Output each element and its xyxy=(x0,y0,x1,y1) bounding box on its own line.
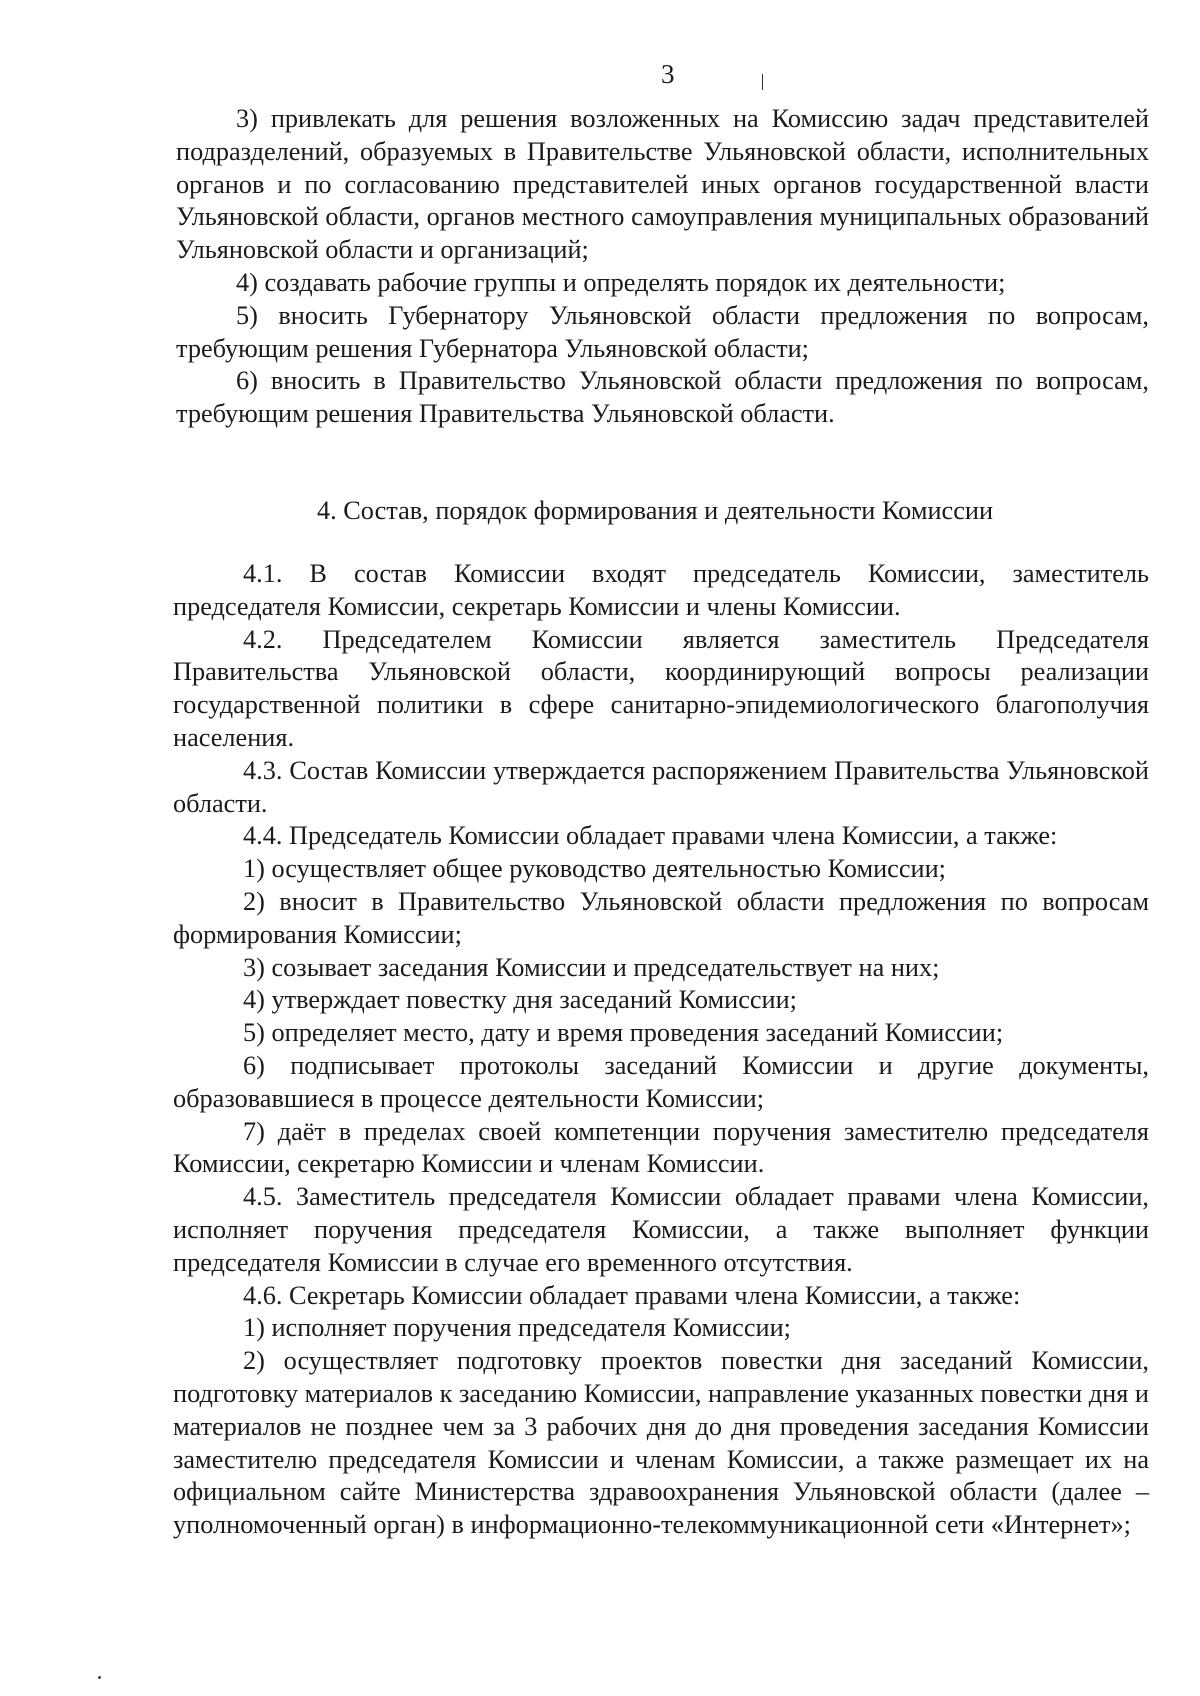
paragraph: 2) осуществляет подготовку проектов повестки дня заседаний Комиссии, подготовку материалов к заседанию Комиссии, направление указанных повестки дня и материалов не позднее чем за 3 рабочих дня до дня проведения заседания Комиссии заместителю председателя Комиссии и членам Комиссии, а также размещает их на официальном сайте Министерства здравоохранения Ульяновской области (далее – уполномоченный орган) в информационно-телекоммуникационной сети «Интернет»; xyxy=(173,1346,1149,1540)
list-item: 3) привлекать для решения возложенных на Комиссию задач представителей подразделений, образуемых в Правительстве Ульяновской области, исполнительных органов и по согласованию представителей иных органов государственной власти Ульяновской области, органов местного самоуправления муниципальных образований Ульяновской области и организаций; xyxy=(176,104,1149,265)
paragraph: 1) осуществляет общее руководство деятельностью Комиссии; xyxy=(243,854,946,884)
paragraph: 2) вносит в Правительство Ульяновской области предложения по вопросам формирования Комиссии; xyxy=(173,886,1149,949)
paragraph: 4.3. Состав Комиссии утверждается распоряжением Правительства Ульяновской области. xyxy=(173,755,1149,818)
paragraph: 5) определяет место, дату и время проведения заседаний Комиссии; xyxy=(243,1018,1004,1048)
paragraph: 3) созывает заседания Комиссии и председательствует на них; xyxy=(243,952,940,982)
list-item: 5) вносить Губернатору Ульяновской области предложения по вопросам, требующим решения Губернатора Ульяновской области; xyxy=(176,300,1149,363)
paragraph: 1) исполняет поручения председателя Комиссии; xyxy=(243,1313,791,1343)
section-body xyxy=(173,558,1149,1542)
scan-artifact-dot xyxy=(98,1676,101,1679)
paragraph: 4.6. Секретарь Комиссии обладает правами члена Комиссии, а также: xyxy=(243,1280,1021,1310)
paragraph: 6) подписывает протоколы заседаний Комиссии и другие документы, образовавшиеся в процессе деятельности Комиссии; xyxy=(173,1050,1149,1113)
section-heading: 4. Состав, порядок формирования и деятельности Комиссии xyxy=(316,496,994,525)
list-items-top xyxy=(176,103,1149,431)
paragraph: 7) даёт в пределах своей компетенции поручения заместителю председателя Комиссии, секретарю Комиссии и членам Комиссии. xyxy=(173,1116,1149,1179)
list-item: 6) вносить в Правительство Ульяновской области предложения по вопросам, требующим решения Правительства Ульяновской области. xyxy=(176,366,1149,429)
list-item: 4) создавать рабочие группы и определять порядок их деятельности; xyxy=(236,267,1006,297)
scan-artifact-mark xyxy=(762,74,763,90)
paragraph: 4.2. Председателем Комиссии является заместитель Председателя Правительства Ульяновской области, координирующий вопросы реализации государственной политики в сфере санитарно-эпидемиологического благополучия населения. xyxy=(173,624,1149,752)
paragraph: 4.4. Председатель Комиссии обладает правами члена Комиссии, а также: xyxy=(243,821,1058,851)
paragraph: 4.5. Заместитель председателя Комиссии обладает правами члена Комиссии, исполняет поручения председателя Комиссии, а также выполняет функции председателя Комиссии в случае его временного отсутствия. xyxy=(173,1182,1149,1277)
paragraph: 4) утверждает повестку дня заседаний Комиссии; xyxy=(243,985,797,1015)
page-number: 3 xyxy=(661,59,675,89)
paragraph: 4.1. В состав Комиссии входят председатель Комиссии, заместитель председателя Комиссии, секретарь Комиссии и члены Комиссии. xyxy=(173,559,1149,621)
